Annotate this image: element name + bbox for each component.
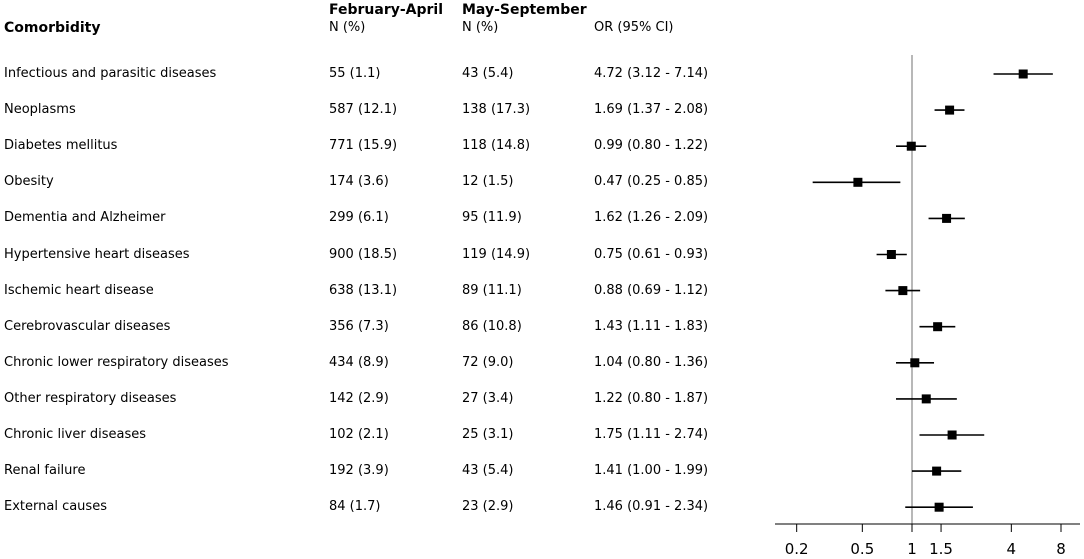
row-name: Cerebrovascular diseases	[4, 318, 171, 334]
x-tick-label: 4	[1006, 540, 1017, 558]
row-n-may-sep: 72 (9.0)	[462, 354, 514, 370]
row-name: External causes	[4, 499, 107, 515]
row-n-may-sep: 43 (5.4)	[462, 463, 514, 479]
or-point	[853, 178, 862, 187]
row-or-ci: 0.75 (0.61 - 0.93)	[594, 246, 709, 262]
row-name: Ischemic heart disease	[4, 282, 154, 298]
row-n-may-sep: 12 (1.5)	[462, 174, 514, 190]
or-point	[887, 250, 896, 259]
row-or-ci: 1.46 (0.91 - 2.34)	[594, 499, 709, 515]
row-n-may-sep: 86 (10.8)	[462, 318, 522, 334]
row-n-feb-apr: 356 (7.3)	[329, 318, 389, 334]
row-name: Hypertensive heart diseases	[4, 246, 190, 262]
header-or: OR (95% CI)	[594, 20, 674, 35]
row-n-may-sep: 138 (17.3)	[462, 102, 531, 118]
or-point	[1019, 70, 1028, 79]
row-or-ci: 0.99 (0.80 - 1.22)	[594, 138, 709, 154]
row-n-may-sep: 27 (3.4)	[462, 390, 514, 406]
row-or-ci: 4.72 (3.12 - 7.14)	[594, 66, 709, 81]
row-or-ci: 1.04 (0.80 - 1.36)	[594, 354, 709, 370]
row-n-feb-apr: 142 (2.9)	[329, 390, 389, 406]
header-period2: May-September	[462, 2, 587, 18]
row-n-may-sep: 43 (5.4)	[462, 66, 514, 81]
row-n-feb-apr: 55 (1.1)	[329, 66, 381, 81]
or-point	[945, 106, 954, 115]
or-point	[922, 394, 931, 403]
row-or-ci: 1.22 (0.80 - 1.87)	[594, 390, 709, 406]
row-n-may-sep: 25 (3.1)	[462, 427, 514, 442]
x-tick-label: 1	[907, 540, 917, 558]
row-or-ci: 0.47 (0.25 - 0.85)	[594, 174, 709, 190]
or-point	[935, 503, 944, 512]
row-or-ci: 1.69 (1.37 - 2.08)	[594, 102, 709, 118]
header-comorbidity: Comorbidity	[4, 20, 101, 36]
row-n-feb-apr: 587 (12.1)	[329, 102, 398, 118]
row-n-may-sep: 89 (11.1)	[462, 282, 522, 298]
or-point	[907, 142, 916, 151]
row-name: Chronic lower respiratory diseases	[4, 354, 229, 370]
row-n-may-sep: 95 (11.9)	[462, 210, 522, 226]
or-point	[898, 286, 907, 295]
row-or-ci: 1.41 (1.00 - 1.99)	[594, 463, 709, 479]
row-n-feb-apr: 299 (6.1)	[329, 210, 389, 226]
row-n-feb-apr: 84 (1.7)	[329, 499, 381, 515]
row-name: Other respiratory diseases	[4, 390, 177, 406]
row-or-ci: 1.43 (1.11 - 1.83)	[594, 318, 709, 334]
x-tick-label: 0.2	[784, 540, 809, 558]
row-name: Infectious and parasitic diseases	[4, 66, 217, 81]
row-name: Neoplasms	[4, 102, 76, 118]
row-name: Chronic liver diseases	[4, 427, 146, 442]
row-n-may-sep: 23 (2.9)	[462, 499, 514, 515]
row-name: Diabetes mellitus	[4, 138, 118, 154]
or-point	[932, 467, 941, 476]
header-period2-sub: N (%)	[462, 20, 499, 35]
row-n-feb-apr: 174 (3.6)	[329, 174, 389, 190]
row-or-ci: 1.75 (1.11 - 2.74)	[594, 427, 709, 442]
row-n-feb-apr: 192 (3.9)	[329, 463, 389, 479]
header-period1: February-April	[329, 2, 444, 18]
or-point	[948, 431, 957, 440]
x-tick-label: 8	[1056, 540, 1066, 558]
row-name: Dementia and Alzheimer	[4, 210, 166, 226]
x-tick-label: 1.5	[929, 540, 953, 558]
row-n-feb-apr: 900 (18.5)	[329, 246, 398, 262]
row-n-feb-apr: 434 (8.9)	[329, 354, 389, 370]
row-name: Obesity	[4, 174, 54, 190]
row-n-feb-apr: 771 (15.9)	[329, 138, 398, 154]
row-or-ci: 0.88 (0.69 - 1.12)	[594, 282, 709, 298]
x-tick-label: 0.5	[850, 540, 875, 558]
row-n-feb-apr: 638 (13.1)	[329, 282, 398, 298]
row-name: Renal failure	[4, 463, 86, 479]
row-or-ci: 1.62 (1.26 - 2.09)	[594, 210, 709, 226]
or-point	[942, 214, 951, 223]
row-n-feb-apr: 102 (2.1)	[329, 427, 389, 442]
header-period1-sub: N (%)	[329, 20, 366, 35]
row-n-may-sep: 118 (14.8)	[462, 138, 531, 154]
row-n-may-sep: 119 (14.9)	[462, 246, 531, 262]
or-point	[933, 322, 942, 331]
or-point	[910, 358, 919, 367]
